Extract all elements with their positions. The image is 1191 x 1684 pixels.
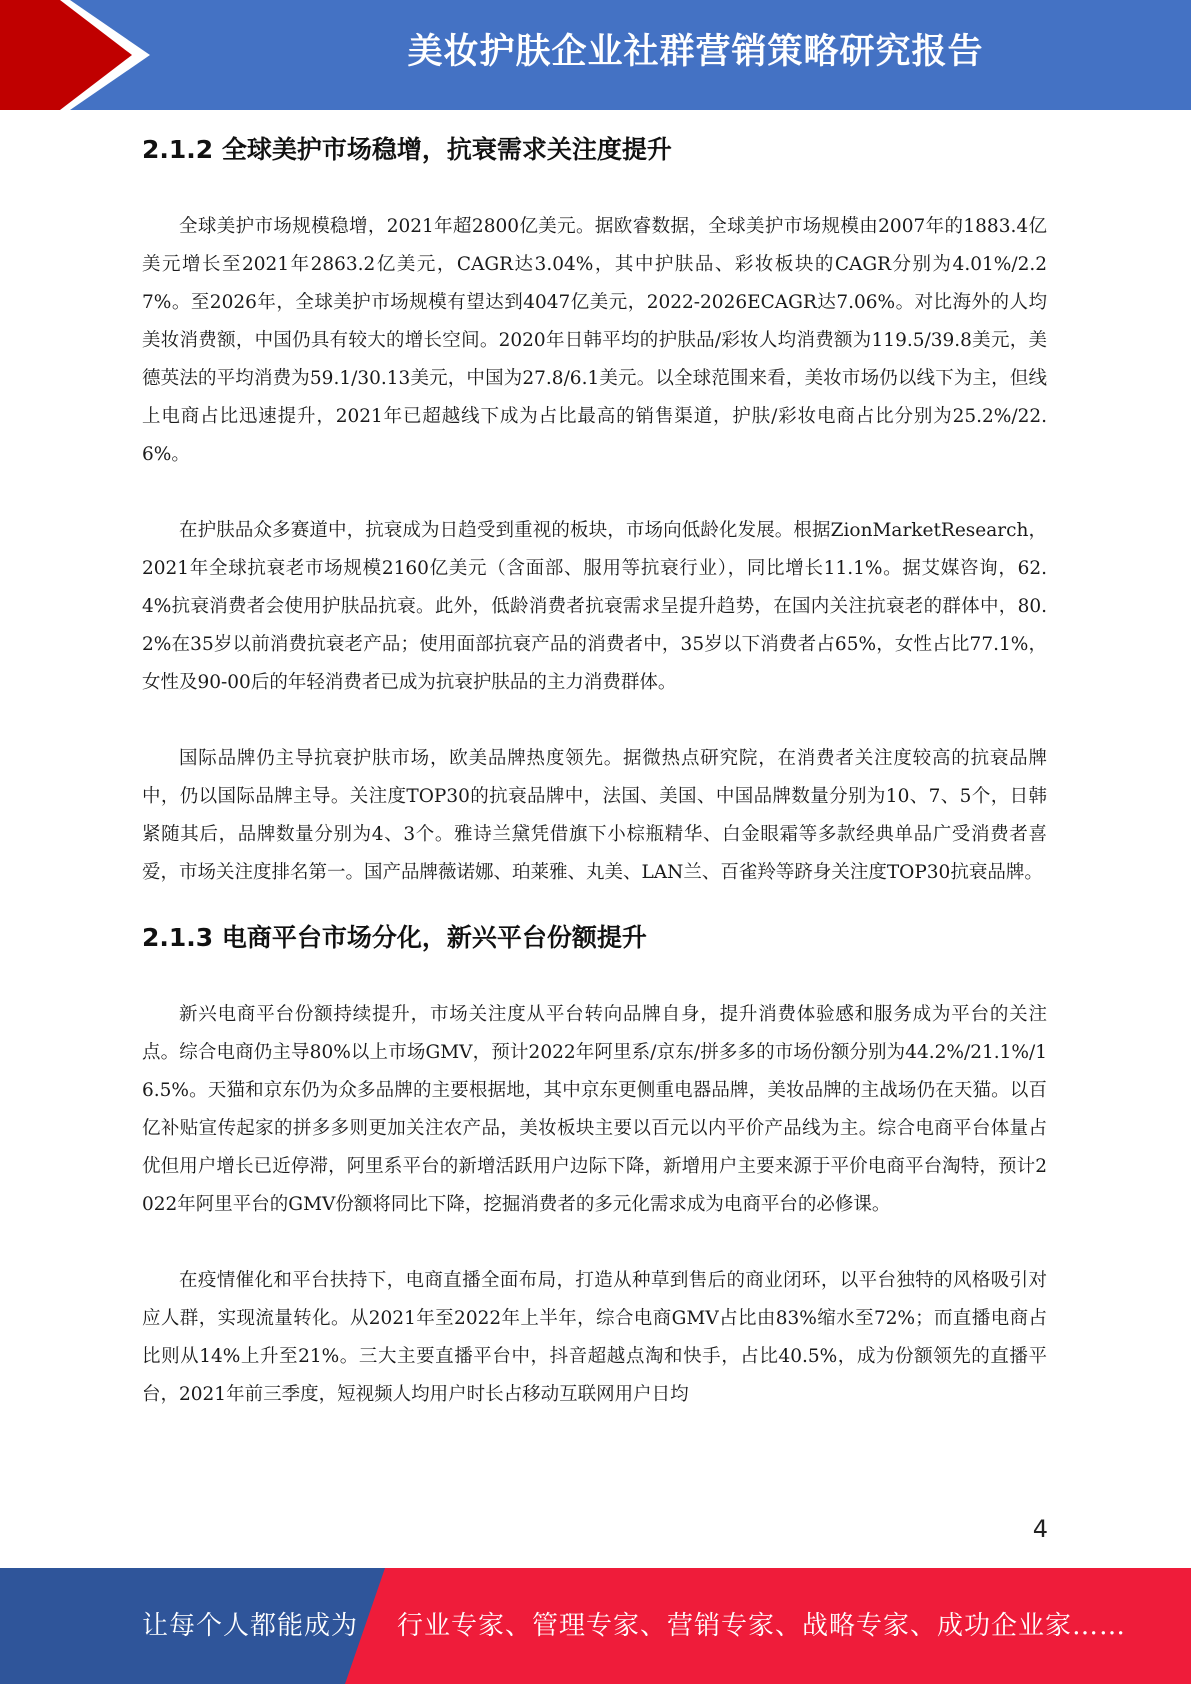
page-header [0,0,1191,110]
paragraph: 在疫情催化和平台扶持下，电商直播全面布局，打造从种草到售后的商业闭环，以平台独特的风格吸引对应人群，实现流量转化。从2021年至2022年上半年，综合电商GMV占比由83%缩水至72%；而直播电商占比则从14%上升至21%。三大主要直播平台中，抖音超越点淘和快手，占比40.5%，成为份额领先的直播平台，2021年前三季度，短视频人均用户时长占移动互联网用户日均 [142,1270,1047,1405]
paragraph: 在护肤品众多赛道中，抗衰成为日趋受到重视的板块，市场向低龄化发展。根据ZionMarketResearch，2021年全球抗衰老市场规模2160亿美元（含面部、服用等抗衰行业），同比增长11.1%。据艾媒咨询，62.4%抗衰消费者会使用护肤品抗衰。此外，低龄消费者抗衰需求呈提升趋势，在国内关注抗衰老的群体中，80.2%在35岁以前消费抗衰老产品；使用面部抗衰产品的消费者中，35岁以下消费者占65%，女性占比77.1%，女性及90-00后的年轻消费者已成为抗衰护肤品的主力消费群体。 [142,520,1047,693]
section-heading: 2.1.2 全球美护市场稳增，抗衰需求关注度提升 [142,135,672,164]
page-number: 4 [1032,1515,1048,1543]
paragraph: 国际品牌仍主导抗衰护肤市场，欧美品牌热度领先。据微热点研究院，在消费者关注度较高的抗衰品牌中，仍以国际品牌主导。关注度TOP30的抗衰品牌中，法国、美国、中国品牌数量分别为10、7、5个，日韩紧随其后，品牌数量分别为4、3个。雅诗兰黛凭借旗下小棕瓶精华、白金眼霜等多款经典单品广受消费者喜爱，市场关注度排名第一。国产品牌薇诺娜、珀莱雅、丸美、LAN兰、百雀羚等跻身关注度TOP30抗衰品牌。 [142,748,1047,883]
report-title: 美妆护肤企业社群营销策略研究报告 [407,32,984,72]
footer-slogan-left: 让每个人都能成为 [142,1611,359,1641]
header-chevron-icon [0,0,150,110]
section-heading: 2.1.3 电商平台市场分化，新兴平台份额提升 [142,923,647,952]
footer-slogan-right: 行业专家、管理专家、营销专家、战略专家、成功企业家…… [397,1611,1127,1641]
document-body [142,126,1047,1414]
paragraph: 全球美护市场规模稳增，2021年超2800亿美元。据欧睿数据，全球美护市场规模由2007年的1883.4亿美元增长至2021年2863.2亿美元，CAGR达3.04%，其中护肤品、彩妆板块的CAGR分别为4.01%/2.27%。至2026年，全球美护市场规模有望达到4047亿美元，2022-2026ECAGR达7.06%。对比海外的人均美妆消费额，中国仍具有较大的增长空间。2020年日韩平均的护肤品/彩妆人均消费额为119.5/39.8美元，美德英法的平均消费为59.1/30.13美元，中国为27.8/6.1美元。以全球范围来看，美妆市场仍以线下为主，但线上电商占比迅速提升，2021年已超越线下成为占比最高的销售渠道，护肤/彩妆电商占比分别为25.2%/22.6%。 [142,216,1047,465]
page-footer [0,1568,1191,1684]
paragraph: 新兴电商平台份额持续提升，市场关注度从平台转向品牌自身，提升消费体验感和服务成为平台的关注点。综合电商仍主导80%以上市场GMV，预计2022年阿里系/京东/拼多多的市场份额分别为44.2%/21.1%/16.5%。天猫和京东仍为众多品牌的主要根据地，其中京东更侧重电器品牌，美妆品牌的主战场仍在天猫。以百亿补贴宣传起家的拼多多则更加关注农产品，美妆板块主要以百元以内平价产品线为主。综合电商平台体量占优但用户增长已近停滞，阿里系平台的新增活跃用户边际下降，新增用户主要来源于平价电商平台淘特，预计2022年阿里平台的GMV份额将同比下降，挖掘消费者的多元化需求成为电商平台的必修课。 [142,1004,1047,1215]
